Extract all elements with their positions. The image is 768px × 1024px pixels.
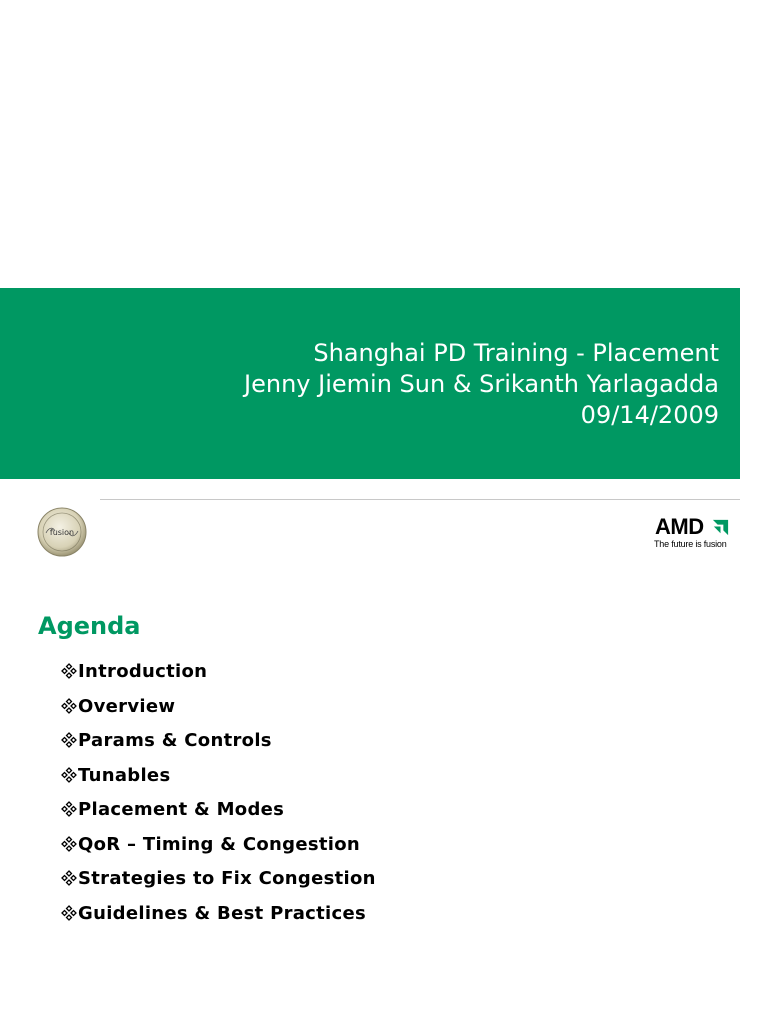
- amd-tagline: The future is fusion: [654, 539, 727, 549]
- agenda-item-label: Params & Controls: [78, 730, 272, 751]
- agenda-item-strategies-fix-congestion: [61, 867, 376, 902]
- four-diamond-bullet-icon: [61, 801, 77, 817]
- amd-logo: [652, 515, 734, 555]
- agenda-item-label: Guidelines & Best Practices: [78, 902, 367, 924]
- four-diamond-bullet-icon: [61, 732, 77, 748]
- agenda-item-guidelines-best-practices: [61, 902, 376, 937]
- four-diamond-bullet-icon: [61, 836, 77, 852]
- amd-logo-word: AMD: [655, 514, 704, 539]
- agenda-item-label: Introduction: [78, 661, 208, 682]
- header-divider: [100, 499, 740, 500]
- presenters: Jenny Jiemin Sun & Srikanth Yarlagadda: [244, 370, 719, 398]
- four-diamond-bullet-icon: [61, 870, 77, 886]
- fusion-logo-text: fusion: [49, 528, 75, 537]
- four-diamond-bullet-icon: [61, 767, 77, 783]
- agenda-item-introduction: [61, 660, 376, 695]
- agenda-item-label: QoR – Timing & Congestion: [78, 833, 361, 855]
- amd-arrow-icon: [711, 518, 730, 537]
- fusion-logo-icon: [37, 507, 87, 557]
- agenda-item-label: Tunables: [78, 764, 171, 786]
- four-diamond-bullet-icon: [61, 663, 77, 679]
- agenda-item-label: Overview: [78, 695, 176, 717]
- agenda-item-placement-modes: [61, 798, 376, 833]
- agenda-item-overview: [61, 695, 376, 730]
- agenda-item-label: Strategies to Fix Congestion: [78, 868, 376, 889]
- agenda-list: [61, 660, 376, 936]
- agenda-item-params-controls: [61, 729, 376, 764]
- four-diamond-bullet-icon: [61, 905, 77, 921]
- agenda-item-qor-timing-congestion: [61, 833, 376, 868]
- title-block: [244, 338, 719, 431]
- presentation-date: 09/14/2009: [580, 401, 719, 429]
- presentation-title: Shanghai PD Training - Placement: [313, 339, 719, 367]
- agenda-heading: Agenda: [38, 612, 141, 640]
- title-banner: [0, 288, 740, 479]
- four-diamond-bullet-icon: [61, 698, 77, 714]
- agenda-item-tunables: [61, 764, 376, 799]
- agenda-item-label: Placement & Modes: [78, 799, 285, 820]
